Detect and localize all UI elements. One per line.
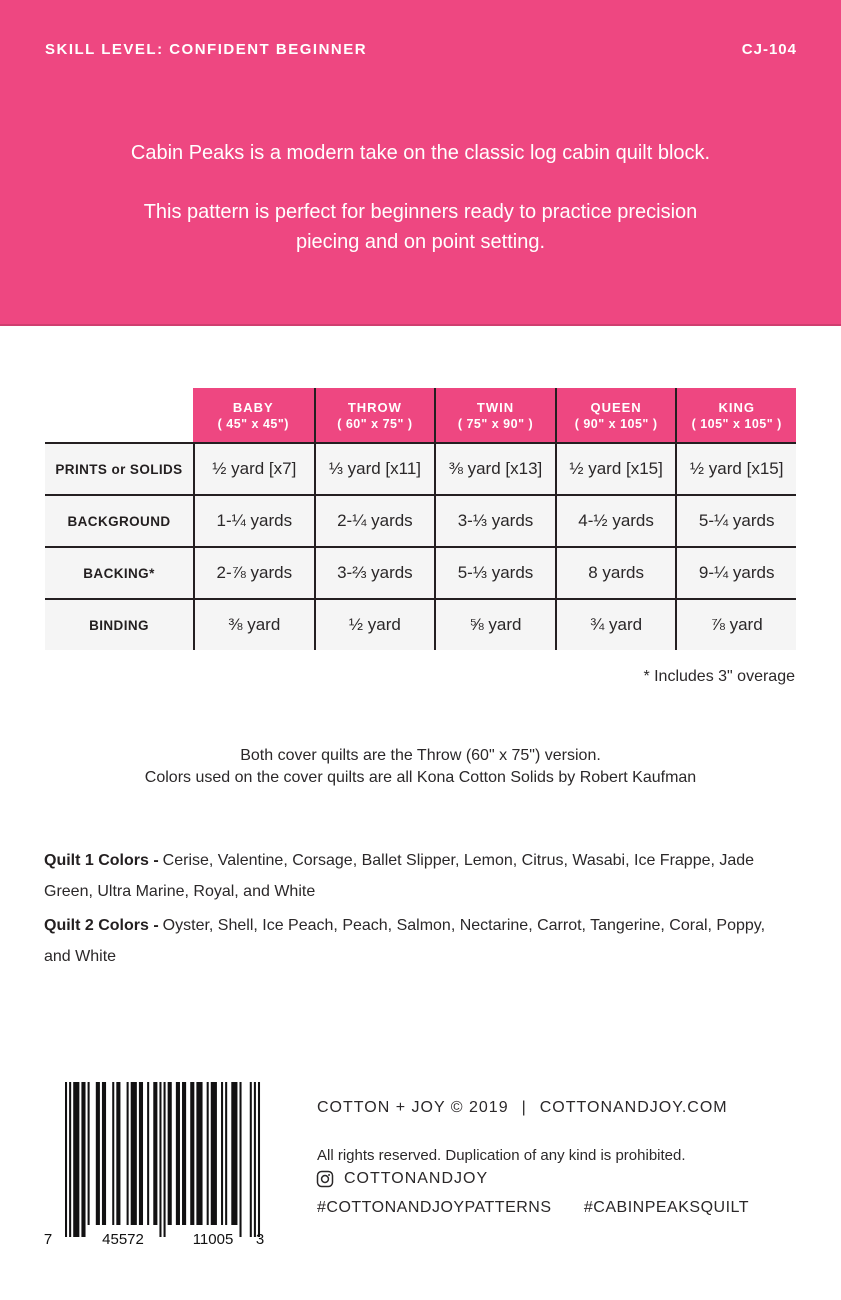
website-link: COTTONANDJOY.COM — [539, 1099, 728, 1116]
quilt2-colors-label: Quilt 2 Colors - — [44, 917, 159, 934]
cell-value: 3-⅓ yards — [457, 511, 534, 530]
instagram-handle: COTTONANDJOY — [344, 1170, 489, 1187]
cell-value: 5-¼ yards — [698, 511, 775, 530]
column-size: ( 75" x 90" ) — [457, 416, 534, 431]
column-size: ( 60" x 75" ) — [337, 416, 413, 431]
hero-banner — [0, 0, 841, 326]
instagram-icon — [316, 1170, 334, 1188]
row-label — [45, 546, 193, 598]
pattern-number: CJ-104 — [741, 41, 797, 58]
footer-copyright-line — [317, 1099, 728, 1117]
quilt1-colors-list: Cerise, Valentine, Corsage, Ballet Slipper, Lemon, Citrus, Wasabi, Ice Frappe, Jade Green, Ultra Marine, Royal, and White — [44, 852, 755, 900]
column-name: KING — [718, 399, 755, 415]
hashtag-quilt: #CABINPEAKSQUILT — [583, 1199, 749, 1216]
column-name: BABY — [232, 399, 274, 415]
hashtag-patterns: #COTTONANDJOYPATTERNS — [317, 1199, 552, 1216]
column-name: THROW — [347, 399, 402, 415]
cell-value: ⅜ yard [x13] — [448, 459, 543, 478]
cell-value: 3-⅔ yards — [337, 563, 413, 582]
column-header-throw — [314, 388, 435, 442]
row-label — [45, 598, 193, 650]
quilt2-colors-list: Oyster, Shell, Ice Peach, Peach, Salmon, Nectarine, Carrot, Tangerine, Coral, Poppy, and White — [44, 917, 766, 965]
column-header-queen — [555, 388, 676, 442]
intro-line-2: This pattern is perfect for beginners ready to practice precision piecing and on point setting. — [143, 201, 698, 253]
barcode-digits-left: 45572 — [102, 1231, 144, 1248]
table-cell — [555, 598, 676, 650]
cell-value: 1-¼ yards — [216, 511, 293, 530]
upc-barcode — [43, 1078, 283, 1248]
cover-note-1: Both cover quilts are the Throw (60" x 75") version. — [240, 747, 601, 764]
cell-value: 2-⅞ yards — [216, 563, 293, 582]
table-cell — [675, 598, 796, 650]
cell-value: 2-¼ yards — [337, 511, 413, 530]
cell-value: ½ yard [x15] — [569, 459, 663, 478]
column-name: QUEEN — [590, 399, 642, 415]
cell-value: ⅜ yard — [228, 615, 281, 634]
table-cell — [193, 546, 314, 598]
yardage-table — [45, 388, 796, 650]
table-cell — [314, 442, 435, 494]
table-cell — [555, 494, 676, 546]
cell-value: ½ yard [x15] — [689, 459, 784, 478]
barcode-digit-check: 3 — [255, 1231, 265, 1248]
quilt2-colors — [44, 910, 786, 972]
table-cell — [314, 598, 435, 650]
table-footnote: * Includes 3" overage — [643, 668, 795, 685]
cell-value: ⅝ yard — [469, 615, 522, 634]
table-cell — [434, 546, 555, 598]
table-cell — [434, 442, 555, 494]
cell-value: ½ yard — [348, 615, 401, 634]
copyright-text: COTTON + JOY © 2019 — [317, 1099, 509, 1116]
table-cell — [193, 442, 314, 494]
cell-value: 5-⅓ yards — [457, 563, 534, 582]
quilt1-colors — [44, 845, 786, 907]
table-cell — [675, 494, 796, 546]
column-header-baby — [193, 388, 314, 442]
barcode-bars — [53, 1078, 283, 1246]
row-label-text: BACKING* — [83, 565, 155, 581]
column-size: ( 90" x 105" ) — [574, 416, 658, 431]
rights-text: All rights reserved. Duplication of any kind is prohibited. — [317, 1147, 686, 1164]
cell-value: 4-½ yards — [578, 511, 654, 530]
cell-value: ⅞ yard — [710, 615, 763, 634]
quilt1-colors-label: Quilt 1 Colors - — [44, 852, 159, 869]
column-header-king — [675, 388, 796, 442]
hashtag-row — [317, 1199, 749, 1217]
column-header-twin — [434, 388, 555, 442]
cell-value: ¾ yard — [590, 615, 643, 634]
cell-value: 9-¼ yards — [698, 563, 775, 582]
table-cell — [555, 546, 676, 598]
cell-value: ⅓ yard [x11] — [328, 459, 422, 478]
table-cell — [434, 494, 555, 546]
table-cell — [675, 546, 796, 598]
instagram-row — [316, 1170, 488, 1188]
table-cell — [314, 546, 435, 598]
barcode-digits-right: 11005 — [192, 1231, 234, 1248]
row-label-text: PRINTS or SOLIDS — [55, 461, 183, 477]
skill-level-label: SKILL LEVEL: CONFIDENT BEGINNER — [45, 41, 368, 58]
row-label-text: BACKGROUND — [67, 513, 171, 529]
table-corner-cell — [45, 388, 193, 442]
table-cell — [314, 494, 435, 546]
column-size: ( 45" x 45") — [217, 416, 289, 431]
table-cell — [193, 598, 314, 650]
table-cell — [675, 442, 796, 494]
table-cell — [555, 442, 676, 494]
row-label — [45, 494, 193, 546]
table-cell — [434, 598, 555, 650]
intro-line-1: Cabin Peaks is a modern take on the classic log cabin quilt block. — [130, 142, 711, 164]
separator: | — [521, 1099, 527, 1116]
column-name: TWIN — [476, 399, 515, 415]
cell-value: 8 yards — [588, 563, 644, 582]
cell-value: ½ yard [x7] — [212, 459, 297, 478]
table-cell — [193, 494, 314, 546]
column-size: ( 105" x 105" ) — [691, 416, 782, 431]
row-label-text: BINDING — [89, 617, 149, 633]
row-label — [45, 442, 193, 494]
barcode-digit-system: 7 — [43, 1231, 53, 1248]
cover-note-2: Colors used on the cover quilts are all Kona Cotton Solids by Robert Kaufman — [144, 769, 697, 786]
